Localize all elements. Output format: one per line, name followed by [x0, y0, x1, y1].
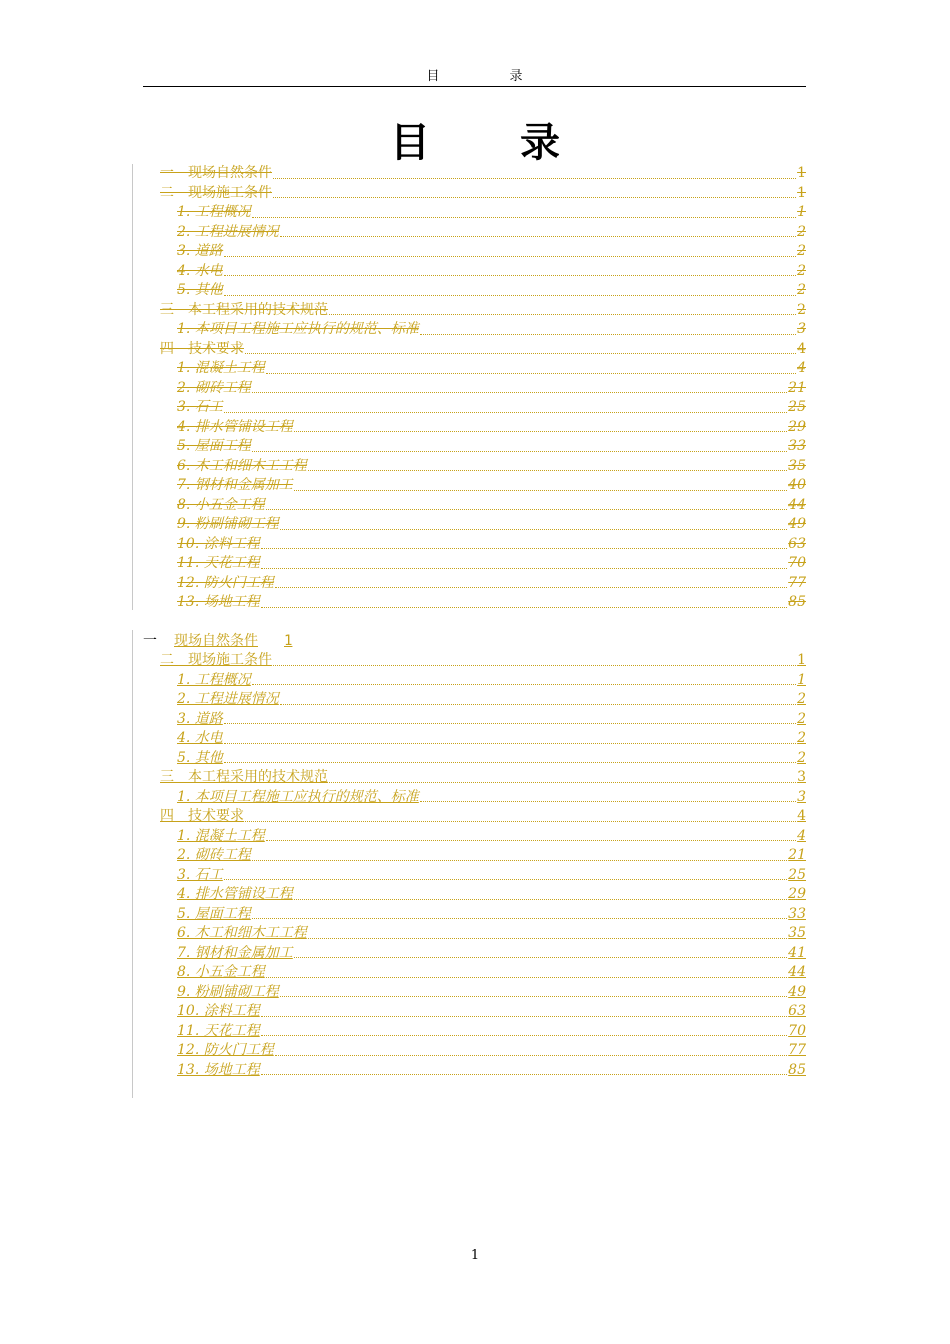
toc-entry[interactable]	[160, 184, 806, 204]
revision-bar-top	[132, 164, 133, 610]
toc-entry-label: 5. 屋面工程	[177, 438, 251, 454]
toc-entry-page: 4	[797, 827, 806, 844]
toc-inserted-list	[160, 651, 806, 1080]
toc-dot-leader	[252, 849, 787, 861]
toc-entry[interactable]	[160, 164, 806, 184]
toc-entry-page: 2	[797, 710, 806, 727]
toc-dot-leader	[273, 654, 796, 666]
toc-entry-page: 1	[797, 652, 806, 668]
toc-entry-page: 2	[797, 730, 806, 746]
toc-entry[interactable]	[160, 379, 806, 399]
toc-entry-label: 11. 天花工程	[177, 555, 260, 571]
revision-bar-bottom	[132, 630, 133, 1098]
toc-dot-leader	[252, 381, 787, 393]
toc-dot-leader	[224, 751, 796, 763]
toc-entry[interactable]	[160, 398, 806, 418]
toc-entry-page: 29	[788, 418, 806, 435]
toc-entry-page: 21	[788, 847, 806, 863]
toc-entry-page: 40	[788, 477, 806, 493]
toc-entry-page: 29	[788, 886, 806, 902]
toc-entry[interactable]	[160, 262, 806, 282]
toc-entry[interactable]	[160, 788, 806, 808]
toc-entry-page: 3	[797, 769, 806, 785]
toc-entry-label: 二 现场施工条件	[160, 652, 272, 668]
toc-dot-leader	[420, 790, 796, 802]
toc-entry-label: 3. 道路	[177, 243, 223, 259]
toc-entry-page: 77	[788, 1042, 806, 1058]
toc-entry-page: 33	[788, 438, 806, 454]
toc-entry-label: 12. 防火门工程	[177, 1042, 274, 1058]
toc-dot-leader	[294, 946, 787, 958]
toc-entry-label: 7. 钢材和金属加工	[177, 477, 293, 493]
toc-entry-label: 12. 防火门工程	[177, 574, 274, 591]
toc-dot-leader	[280, 225, 796, 237]
toc-entry[interactable]	[160, 203, 806, 223]
toc-entry-label: 6. 木工和细木工工程	[177, 925, 307, 941]
toc-dot-leader	[261, 596, 787, 608]
toc-dot-leader	[224, 868, 787, 880]
toc-entry[interactable]	[160, 515, 806, 535]
toc-dot-leader	[266, 362, 796, 374]
toc-entry[interactable]	[160, 983, 806, 1003]
toc-entry[interactable]	[160, 1002, 806, 1022]
toc-entry-label: 1. 混凝土工程	[177, 360, 265, 376]
toc-dot-leader	[252, 673, 796, 685]
toc-entry-label: 1. 混凝土工程	[177, 827, 265, 844]
toc-entry[interactable]	[160, 574, 806, 594]
toc-entry-page: 4	[797, 808, 806, 824]
toc-dot-leader	[266, 829, 796, 841]
toc-entry[interactable]	[160, 281, 806, 301]
toc-entry-label: 10. 涂料工程	[177, 535, 260, 552]
toc-dot-leader	[329, 303, 796, 315]
toc-entry[interactable]	[160, 476, 806, 496]
toc-dot-leader	[224, 712, 796, 724]
toc-entry-label: 9. 粉刷铺砌工程	[177, 983, 279, 1000]
toc-dot-leader	[308, 927, 787, 939]
toc-entry[interactable]	[160, 340, 806, 360]
toc-dot-leader	[294, 479, 787, 491]
toc-entry-label: 2. 工程进展情况	[177, 223, 279, 240]
toc-entry-page: 70	[788, 1022, 806, 1039]
toc-entry[interactable]	[160, 223, 806, 243]
toc-entry-label: 三 本工程采用的技术规范	[160, 301, 328, 318]
toc-dot-leader	[275, 1044, 787, 1056]
toc-entry-label: 5. 屋面工程	[177, 905, 251, 922]
toc-entry[interactable]	[160, 846, 806, 866]
toc-entry-page: 21	[788, 379, 806, 396]
toc-entry[interactable]	[160, 437, 806, 457]
toc-first-number: 一	[143, 633, 157, 649]
toc-entry-page: 70	[788, 555, 806, 571]
toc-entry-label: 2. 砌砖工程	[177, 379, 251, 396]
toc-entry[interactable]	[160, 885, 806, 905]
toc-entry-label: 四 技术要求	[160, 340, 244, 357]
toc-entry-page: 2	[797, 223, 806, 240]
toc-entry-label: 7. 钢材和金属加工	[177, 944, 293, 961]
toc-entry-page: 41	[788, 944, 806, 961]
page-title	[0, 118, 950, 168]
toc-dot-leader	[252, 440, 787, 452]
toc-entry-page: 2	[797, 301, 806, 318]
title-right-char: 录	[520, 120, 560, 166]
toc-entry-page: 1	[797, 204, 806, 220]
toc-entry-page: 49	[788, 983, 806, 1000]
toc-entry[interactable]	[160, 651, 806, 671]
toc-entry[interactable]	[160, 963, 806, 983]
toc-entry[interactable]	[160, 418, 806, 438]
toc-entry-label: 5. 其他	[177, 282, 223, 298]
toc-entry-label: 1. 本项目工程施工应执行的规范、标准	[177, 321, 419, 337]
toc-dot-leader	[261, 557, 787, 569]
toc-entry-page: 2	[797, 243, 806, 259]
toc-entry-page: 25	[788, 399, 806, 415]
toc-entry[interactable]	[160, 320, 806, 340]
toc-entry-page: 33	[788, 905, 806, 922]
toc-entry-label: 一 现场自然条件	[160, 165, 272, 181]
toc-entry-page: 2	[797, 691, 806, 707]
toc-entry-page: 3	[797, 788, 806, 805]
toc-entry-label: 4. 排水管铺设工程	[177, 886, 293, 902]
toc-entry-label: 13. 场地工程	[177, 594, 260, 610]
toc-entry[interactable]	[160, 671, 806, 691]
toc-dot-leader	[294, 888, 787, 900]
toc-entry-page: 44	[788, 496, 806, 513]
header-right-char: 录	[509, 69, 523, 84]
toc-entry-page: 85	[788, 1061, 806, 1078]
toc-dot-leader	[252, 907, 787, 919]
toc-dot-leader	[245, 342, 796, 354]
toc-dot-leader	[266, 966, 787, 978]
toc-entry-page: 4	[797, 340, 806, 357]
toc-dot-leader	[308, 459, 787, 471]
toc-first-page: 1	[284, 633, 293, 649]
toc-dot-leader	[224, 732, 796, 744]
toc-entry-page: 3	[797, 321, 806, 337]
toc-entry-label: 1. 工程概况	[177, 204, 251, 220]
toc-entry-page: 63	[788, 535, 806, 552]
toc-entry-page: 2	[797, 282, 806, 298]
toc-dot-leader	[224, 264, 796, 276]
toc-entry-label: 13. 场地工程	[177, 1061, 260, 1078]
toc-entry-label: 3. 石工	[177, 399, 223, 415]
toc-entry-page: 49	[788, 516, 806, 532]
toc-entry[interactable]	[160, 535, 806, 555]
toc-entry-page: 2	[797, 262, 806, 279]
toc-dot-leader	[420, 323, 796, 335]
toc-entry-page: 85	[788, 594, 806, 610]
toc-entry-label: 4. 排水管铺设工程	[177, 418, 293, 435]
toc-dot-leader	[261, 1063, 787, 1075]
toc-entry[interactable]	[160, 1061, 806, 1081]
toc-entry[interactable]	[160, 496, 806, 516]
toc-entry[interactable]	[160, 457, 806, 477]
toc-entry[interactable]	[160, 729, 806, 749]
toc-entry-label: 三 本工程采用的技术规范	[160, 769, 328, 785]
toc-entry[interactable]	[160, 554, 806, 574]
toc-deleted-list	[160, 164, 806, 613]
toc-dot-leader	[275, 576, 787, 588]
toc-entry-label: 二 现场施工条件	[160, 184, 272, 201]
toc-entry-label: 11. 天花工程	[177, 1022, 260, 1039]
toc-entry-label: 2. 工程进展情况	[177, 691, 279, 707]
toc-dot-leader	[224, 284, 796, 296]
toc-entry-label: 4. 水电	[177, 730, 223, 746]
toc-entry[interactable]	[160, 242, 806, 262]
toc-entry-page: 44	[788, 964, 806, 980]
toc-entry-label: 6. 木工和细木工工程	[177, 457, 307, 474]
toc-dot-leader	[273, 167, 796, 179]
toc-first-entry[interactable]	[143, 632, 292, 651]
toc-entry-label: 5. 其他	[177, 749, 223, 766]
toc-entry-label: 8. 小五金工程	[177, 964, 265, 980]
toc-entry[interactable]	[160, 1041, 806, 1061]
toc-first-label: 现场自然条件	[174, 633, 258, 649]
toc-entry[interactable]	[160, 1022, 806, 1042]
header-left-char: 目	[426, 69, 440, 84]
toc-dot-leader	[273, 186, 796, 198]
toc-dot-leader	[329, 771, 796, 783]
toc-dot-leader	[245, 810, 796, 822]
toc-entry[interactable]	[160, 807, 806, 827]
toc-dot-leader	[280, 518, 787, 530]
toc-entry-page: 35	[788, 925, 806, 941]
toc-entry[interactable]	[160, 866, 806, 886]
toc-entry-label: 9. 粉刷铺砌工程	[177, 516, 279, 532]
toc-entry[interactable]	[160, 827, 806, 847]
toc-entry[interactable]	[160, 710, 806, 730]
toc-entry-page: 77	[788, 574, 806, 591]
title-left-char: 目	[390, 120, 430, 166]
page-number: 1	[470, 1248, 480, 1263]
toc-entry-label: 10. 涂料工程	[177, 1003, 260, 1019]
toc-entry-label: 1. 工程概况	[177, 671, 251, 688]
toc-entry-page: 35	[788, 457, 806, 474]
toc-dot-leader	[261, 1024, 787, 1036]
toc-dot-leader	[294, 420, 787, 432]
toc-entry[interactable]	[160, 690, 806, 710]
toc-dot-leader	[252, 206, 796, 218]
toc-entry[interactable]	[160, 905, 806, 925]
toc-entry[interactable]	[160, 359, 806, 379]
toc-entry-page: 1	[797, 184, 806, 201]
page-header	[143, 68, 806, 87]
toc-dot-leader	[261, 1005, 787, 1017]
toc-entry[interactable]	[160, 768, 806, 788]
toc-entry-page: 25	[788, 866, 806, 883]
toc-dot-leader	[261, 537, 787, 549]
toc-entry-page: 1	[797, 671, 806, 688]
toc-entry[interactable]	[160, 749, 806, 769]
toc-entry[interactable]	[160, 944, 806, 964]
toc-entry-label: 2. 砌砖工程	[177, 847, 251, 863]
toc-entry-label: 1. 本项目工程施工应执行的规范、标准	[177, 788, 419, 805]
toc-entry-page: 1	[797, 165, 806, 181]
toc-dot-leader	[224, 245, 796, 257]
toc-entry-label: 3. 道路	[177, 710, 223, 727]
toc-entry[interactable]	[160, 924, 806, 944]
toc-dot-leader	[280, 693, 796, 705]
toc-entry-page: 4	[797, 360, 806, 376]
toc-dot-leader	[280, 985, 787, 997]
toc-entry-page: 63	[788, 1003, 806, 1019]
toc-entry-label: 3. 石工	[177, 866, 223, 883]
toc-dot-leader	[224, 401, 787, 413]
toc-entry-label: 四 技术要求	[160, 808, 244, 824]
toc-entry-label: 4. 水电	[177, 262, 223, 279]
toc-entry[interactable]	[160, 301, 806, 321]
toc-entry[interactable]	[160, 593, 806, 613]
toc-entry-label: 8. 小五金工程	[177, 496, 265, 513]
toc-entry-page: 2	[797, 749, 806, 766]
toc-dot-leader	[266, 498, 787, 510]
